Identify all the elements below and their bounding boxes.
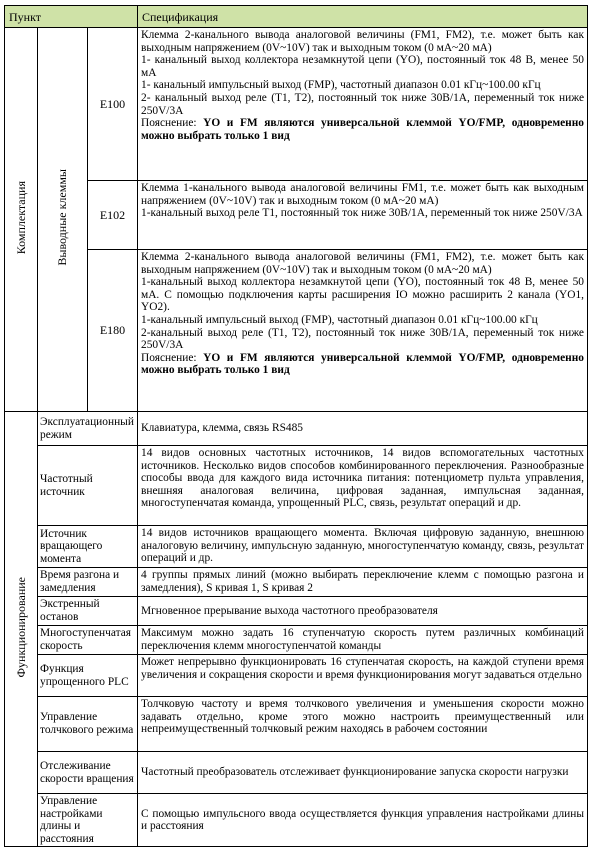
model-e100: E100 [88, 28, 138, 181]
spec-line: Клемма 2-канального вывода аналоговой величины (FM1, FM2), т.е. может быть как выходным напряжением (0V~10V) так и выходным током (0 мА~20 мА) [141, 251, 584, 276]
model-e102-spec [138, 181, 588, 250]
spec-line: Клемма 1-канального вывода аналоговой величины FM1, т.е. может быть как выходным напряжением (0V~10V) так и выходным током (0 мА~20 мА) [141, 182, 584, 207]
row-spec: Может непрерывно функционировать 16 ступенчатая скорость, на каждой ступени время увеличения и сокращения скорости и время функционирования могут задаваться отдельно [138, 655, 588, 697]
row-spec: 14 видов основных частотных источников, 14 видов вспомогательных частотных источников. Несколько видов способов комбинированного переключения. Разнообразные способы ввода для каждого вида источника питания: потенциометр пульта управления, внешняя аналоговая величина, цифровая заданная, импульсная заданная, многоступенчатая команда, упрощенный PLC, связь, результат операций и др. [138, 446, 588, 526]
spec-note [141, 352, 584, 377]
model-e180: E180 [88, 250, 138, 412]
row-name: Частотный источник [38, 446, 138, 526]
subsection-label: Выводные клеммы [55, 169, 70, 267]
note-prefix: Пояснение: [141, 351, 204, 364]
row-spec: Максимум можно задать 16 ступенчатую скорость путем различных комбинаций переключения клемм многоступенчатой команды [138, 626, 588, 655]
header-specification: Спецификация [138, 6, 588, 28]
row-name: Время разгона и замедления [38, 568, 138, 597]
model-e180-spec [138, 250, 588, 412]
row-name: Экстренный останов [38, 597, 138, 626]
section-label: Комплектация [13, 181, 28, 255]
spec-line: Клемма 2-канального вывода аналоговой величины (FM1, FM2), т.е. может быть как выходным напряжением (0V~10V) так и выходным током (0 мА~20 мА) [141, 29, 584, 54]
spec-note [141, 117, 584, 142]
note-bold: YO и FM являются универсальной клеммой YO/FMP, одновременно можно выбрать только 1 вид [141, 351, 584, 377]
row-spec: С помощью импульсного ввода осуществляется функция управления настройками длины и расстояния [138, 794, 588, 847]
spec-line: 2-канальный выход реле (T1, T2), постоянный ток ниже 30В/1А, переменный ток ниже 250V/3A [141, 326, 584, 352]
section-komplektatsiya [5, 28, 38, 412]
row-name: Функция упрощенного PLC [38, 655, 138, 697]
row-spec: Клавиатура, клемма, связь RS485 [138, 412, 588, 446]
note-bold: YO и FM являются универсальной клеммой YO/FMP, одновременно можно выбрать только 1 вид [141, 117, 584, 142]
spec-line: 1- канальный выход коллектора незамкнутой цепи (YO), постоянный ток 48 В, менее 50 мА [141, 54, 584, 79]
section-label: Функционирование [13, 577, 28, 678]
spec-line: 1-канальный выход коллектора незамкнутой цепи (YO), постоянный ток 48 В, менее 50 мА. С помощью подключения карты расширения IO можно расширить 2 канала (YO1, YO2). [141, 276, 584, 314]
row-name: Управление настройками длины и расстояния [38, 794, 138, 847]
row-name: Управление толчкового режима [38, 697, 138, 752]
row-spec: Частотный преобразователь отслеживает функционирование запуска скорости нагрузки [138, 752, 588, 794]
row-spec: Толчковую частоту и время толчкового увеличения и уменьшения скорости можно задавать отдельно, кроме этого можно настроить преимущественный или непреимущественный толчковый режим находясь в рабочем состоянии [138, 697, 588, 752]
row-name: Эксплуатационный режим [38, 412, 138, 446]
row-name: Источник вращающего момента [38, 526, 138, 568]
header-item: Пункт [5, 6, 138, 28]
model-e102: E102 [88, 181, 138, 250]
row-name: Многоступенчатая скорость [38, 626, 138, 655]
row-name: Отслеживание скорости вращения [38, 752, 138, 794]
row-spec: 14 видов источников вращающего момента. Включая цифровую заданную, внешнюю аналоговую величину, импульсную заданную, многоступенчатую команду, связь, результат операций и др. [138, 526, 588, 568]
spec-line: 2- канальный выход реле (T1, T2), постоянный ток ниже 30В/1А, переменный ток ниже 250V/3A [141, 91, 584, 117]
row-spec: Мгновенное прерывание выхода частотного преобразователя [138, 597, 588, 626]
spec-line: 1-канальный выход реле T1, постоянный ток ниже 30В/1А, переменный ток ниже 250V/3A [141, 207, 583, 220]
model-e100-spec [138, 28, 588, 181]
row-spec: 4 группы прямых линий (можно выбирать переключение клемм с помощью разгона и замедления), S кривая 1, S кривая 2 [138, 568, 588, 597]
note-prefix: Пояснение: [141, 117, 204, 130]
spec-line: 1-канальный импульсный выход (FMP), частотный диапазон 0.01 кГц~100.00 кГц [141, 313, 538, 326]
spec-line: 1- канальный импульсный выход (FMP), частотный диапазон 0.01 кГц~100.00 кГц [141, 79, 541, 92]
section-funktsionirovanie [5, 412, 38, 847]
subsection-output-terminals [38, 28, 88, 412]
specification-table [4, 5, 588, 847]
